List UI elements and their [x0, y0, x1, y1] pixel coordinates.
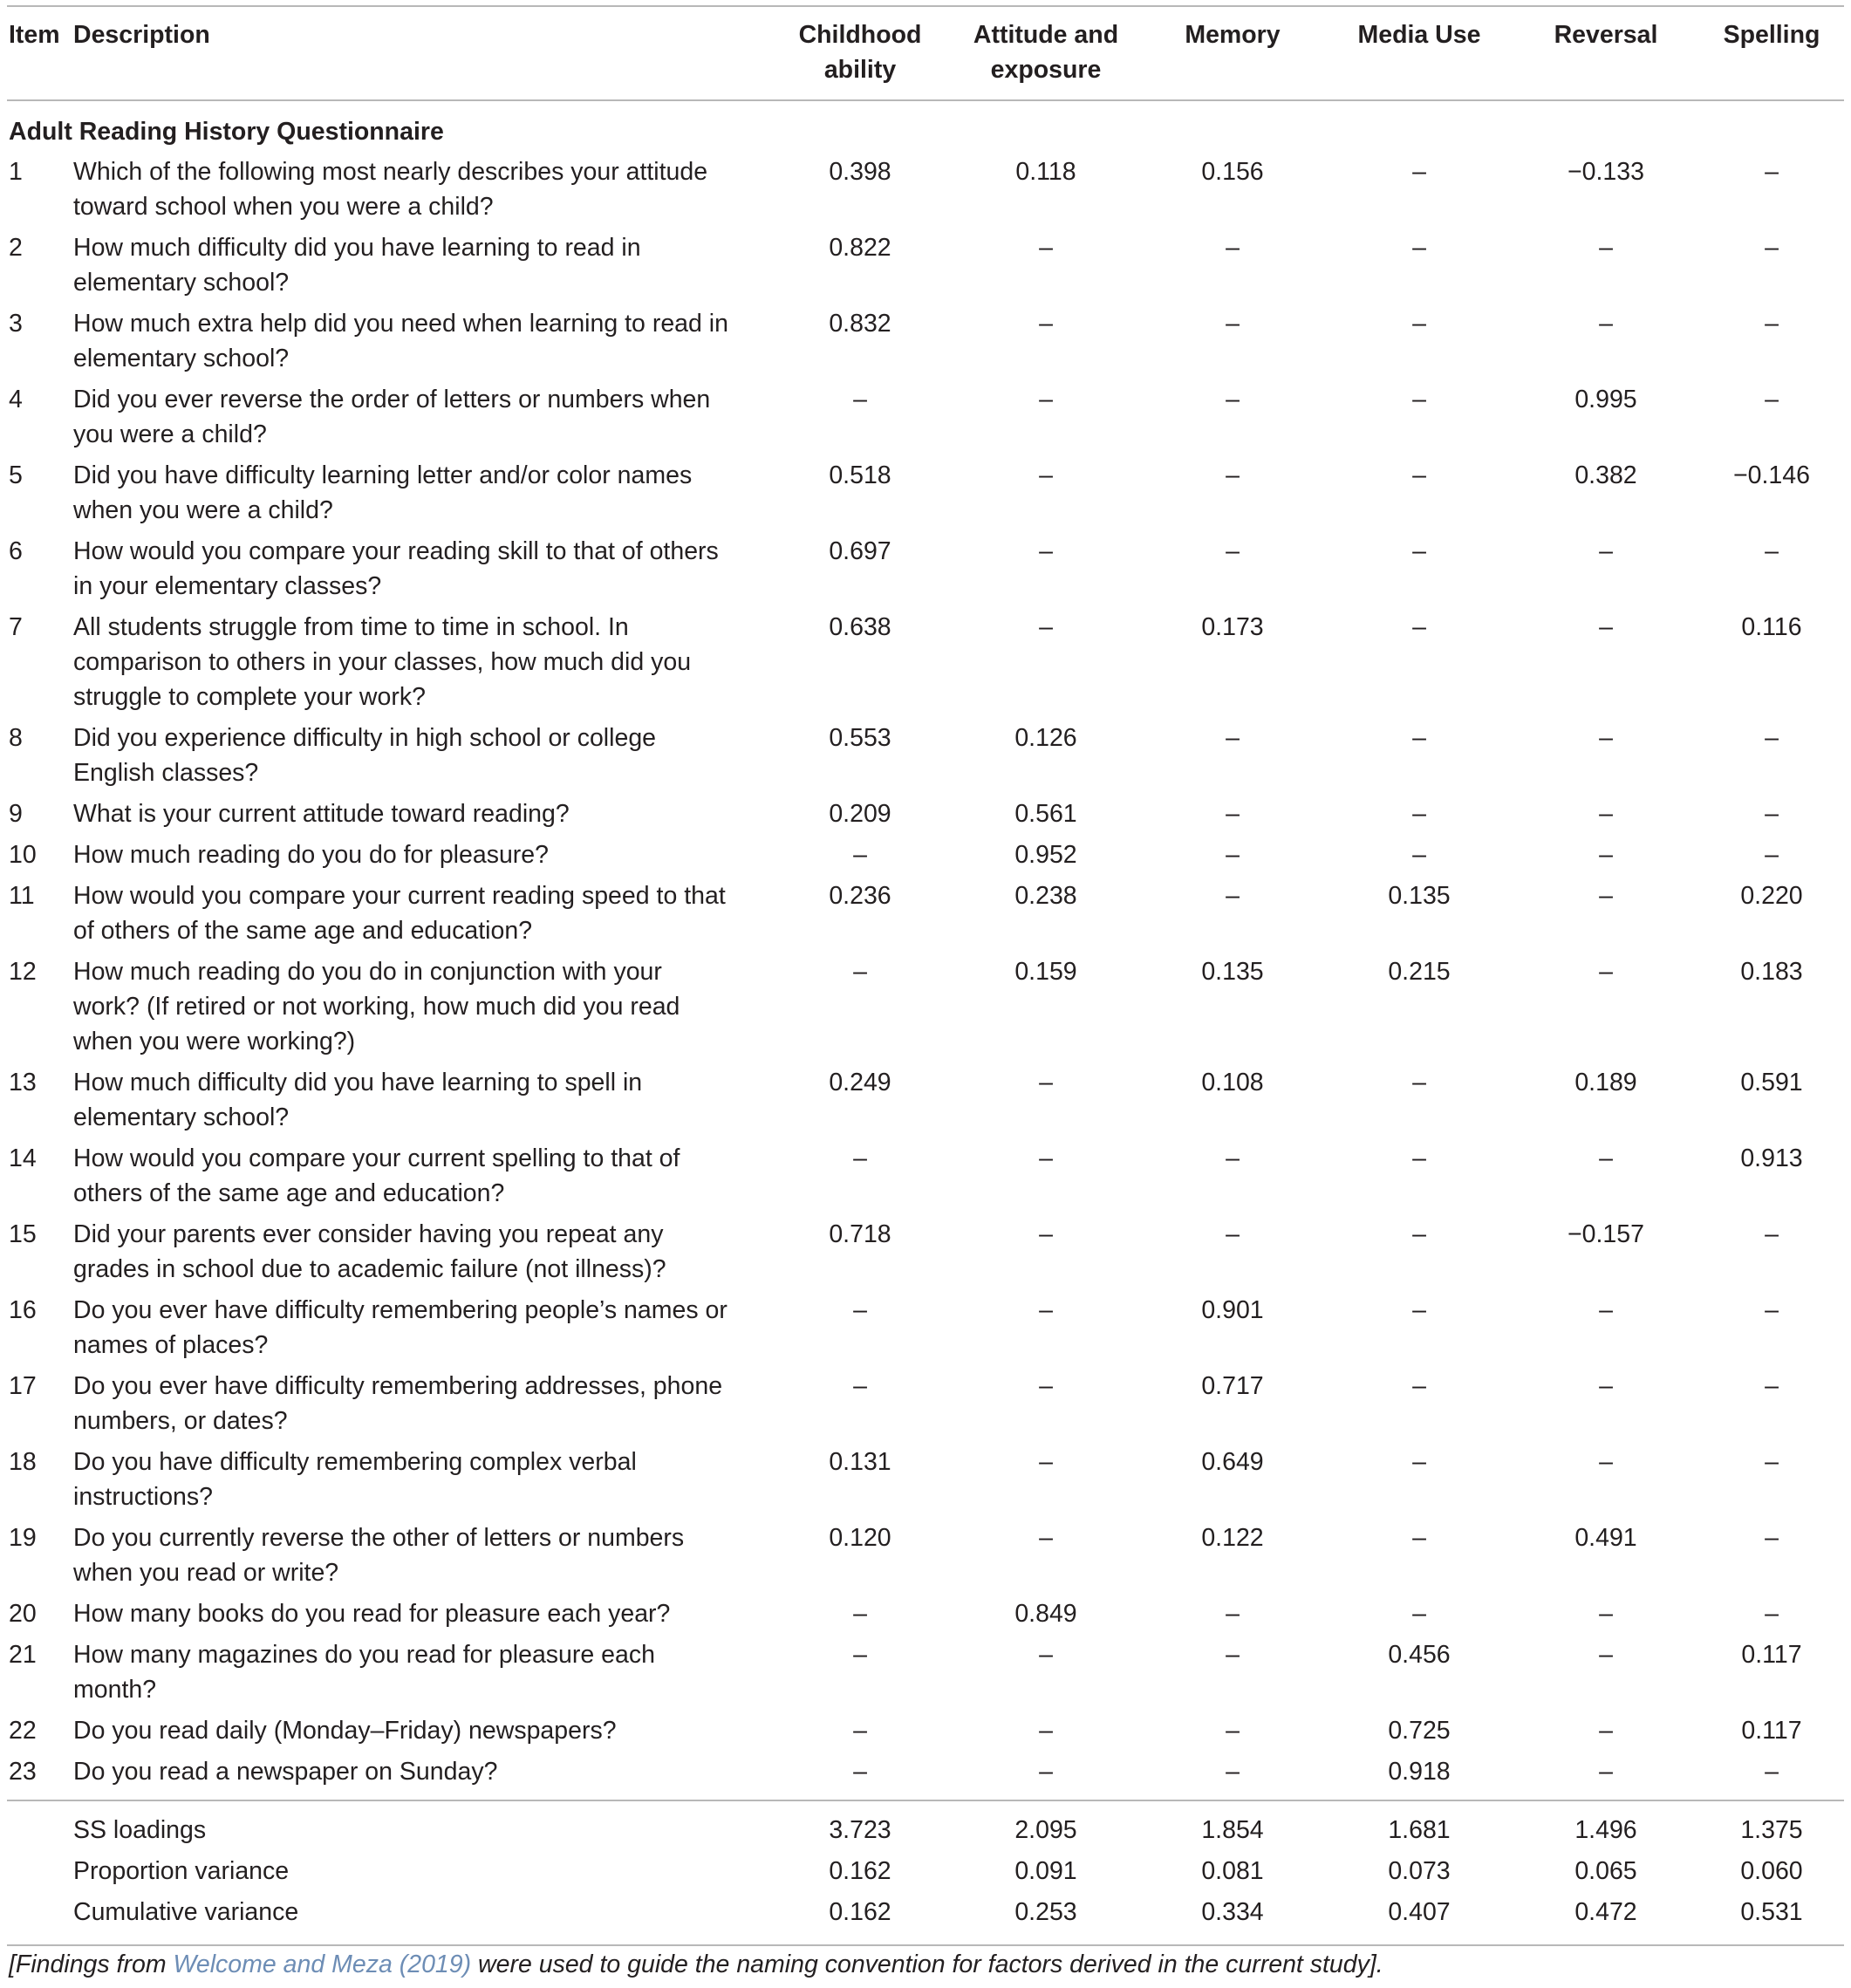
summary-value: 2.095 [1014, 1816, 1077, 1844]
loading-value: – [853, 1641, 867, 1669]
loading-value: – [1226, 1144, 1240, 1172]
item-number: 21 [9, 1641, 37, 1669]
loading-value: −0.146 [1733, 461, 1810, 489]
loading-value: 0.135 [1201, 958, 1264, 986]
table-row [7, 1445, 1844, 1520]
item-number: 1 [9, 158, 23, 186]
summary-row [7, 1795, 1844, 1854]
factor-loadings-table [7, 5, 1844, 1936]
loading-value: – [853, 1296, 867, 1324]
item-number: 20 [9, 1600, 37, 1628]
item-description: Did you ever reverse the order of letters or numbers when you were a child? [73, 386, 711, 448]
item-number: 5 [9, 461, 23, 489]
item-number: 16 [9, 1296, 37, 1324]
header-row [7, 5, 1844, 100]
table-row [7, 1369, 1844, 1445]
item-description: Do you ever have difficulty remembering people’s names or names of places? [73, 1296, 727, 1359]
loading-value: – [1765, 1220, 1779, 1248]
item-number: 14 [9, 1144, 37, 1172]
loading-value: – [1599, 537, 1613, 565]
item-number: 8 [9, 724, 23, 752]
loading-value: – [1226, 1758, 1240, 1786]
summary-value: 0.472 [1574, 1898, 1637, 1926]
loading-value: – [1599, 1641, 1613, 1669]
loading-value: – [1599, 1296, 1613, 1324]
loading-value: – [1226, 882, 1240, 910]
item-number: 15 [9, 1220, 37, 1248]
loading-value: – [1226, 234, 1240, 262]
header-factor: Spelling [1723, 21, 1820, 49]
loading-value: – [1412, 1144, 1426, 1172]
item-description: How many books do you read for pleasure each year? [73, 1600, 671, 1628]
summary-value: 0.065 [1574, 1857, 1637, 1885]
loading-value: 0.638 [829, 613, 891, 641]
loading-value: −0.157 [1568, 1220, 1644, 1248]
item-description: How would you compare your current spelling to that of others of the same age and education? [73, 1144, 680, 1207]
summary-value: 1.854 [1201, 1816, 1264, 1844]
loading-value: – [1765, 234, 1779, 262]
item-number: 9 [9, 800, 23, 828]
table-row [7, 721, 1844, 796]
loading-value: – [1599, 1372, 1613, 1400]
header-item: Item [9, 21, 60, 49]
loading-value: – [1039, 1717, 1053, 1745]
item-number: 17 [9, 1372, 37, 1400]
table-body [7, 100, 1844, 1936]
loading-value: – [1599, 1600, 1613, 1628]
item-number: 2 [9, 234, 23, 262]
loading-value: – [1765, 800, 1779, 828]
loading-value: 0.215 [1388, 958, 1451, 986]
loading-value: 0.118 [1015, 158, 1076, 186]
loading-value: – [1226, 537, 1240, 565]
loading-value: – [1226, 461, 1240, 489]
loading-value: – [1039, 1220, 1053, 1248]
loading-value: – [1599, 1144, 1613, 1172]
loading-value: – [1599, 1717, 1613, 1745]
summary-label: SS loadings [73, 1816, 207, 1844]
loading-value: 0.591 [1740, 1069, 1803, 1096]
loading-value: 0.159 [1014, 958, 1077, 986]
table-row [7, 458, 1844, 534]
loading-value: – [1412, 800, 1426, 828]
section-row [7, 100, 1844, 154]
table-row [7, 1754, 1844, 1795]
summary-row [7, 1854, 1844, 1895]
item-number: 3 [9, 310, 23, 338]
loading-value: – [1039, 310, 1053, 338]
item-number: 11 [9, 882, 35, 910]
summary-value: 0.162 [829, 1857, 891, 1885]
loading-value: – [1599, 1448, 1613, 1476]
loading-value: – [1412, 1296, 1426, 1324]
loading-value: – [1039, 461, 1053, 489]
loading-value: 0.122 [1201, 1524, 1264, 1552]
loading-value: – [853, 1600, 867, 1628]
loading-value: 0.120 [829, 1524, 891, 1552]
item-description: What is your current attitude toward reading? [73, 800, 570, 828]
item-number: 10 [9, 841, 37, 869]
loading-value: – [1765, 1758, 1779, 1786]
summary-label: Cumulative variance [73, 1898, 299, 1926]
table-row [7, 382, 1844, 458]
summary-value: 1.375 [1740, 1816, 1803, 1844]
loading-value: 0.382 [1574, 461, 1637, 489]
table-row [7, 154, 1844, 230]
loading-value: – [1039, 537, 1053, 565]
loading-value: – [1765, 537, 1779, 565]
summary-value: 1.681 [1388, 1816, 1451, 1844]
summary-value: 0.407 [1388, 1898, 1451, 1926]
loading-value: 0.725 [1388, 1717, 1451, 1745]
loading-value: 0.913 [1740, 1144, 1803, 1172]
header-factor: Reversal [1554, 21, 1658, 49]
loading-value: 0.209 [829, 800, 891, 828]
loading-value: – [1599, 882, 1613, 910]
loading-value: 0.236 [829, 882, 891, 910]
loading-value: 0.518 [829, 461, 891, 489]
loading-value: 0.398 [829, 158, 891, 186]
loading-value: 0.238 [1014, 882, 1077, 910]
loading-value: 0.952 [1014, 841, 1077, 869]
loading-value: – [1765, 1296, 1779, 1324]
summary-value: 1.496 [1574, 1816, 1637, 1844]
section-title: Adult Reading History Questionnaire [9, 118, 444, 146]
loading-value: 0.849 [1014, 1600, 1077, 1628]
table-row [7, 1141, 1844, 1217]
item-description: How much reading do you do in conjunction with your work? (If retired or not working, how much did you read when you were working?) [73, 958, 680, 1055]
footnote-prefix: [Findings from [9, 1950, 174, 1978]
header-factor: Memory [1185, 21, 1281, 49]
loading-value: – [853, 841, 867, 869]
loading-value: – [1412, 1524, 1426, 1552]
item-number: 23 [9, 1758, 37, 1786]
loading-value: – [1599, 234, 1613, 262]
summary-label: Proportion variance [73, 1857, 290, 1885]
item-description: Did you experience difficulty in high school or college English classes? [73, 724, 657, 787]
summary-spacer [7, 1854, 73, 1895]
table-row [7, 230, 1844, 306]
loading-value: 0.491 [1574, 1524, 1637, 1552]
loading-value: – [1039, 1296, 1053, 1324]
loading-value: – [1039, 1524, 1053, 1552]
loading-value: – [1599, 724, 1613, 752]
table-row [7, 1637, 1844, 1713]
summary-spacer [7, 1795, 73, 1854]
loading-value: 0.108 [1201, 1069, 1264, 1096]
item-description: How much extra help did you need when learning to read in elementary school? [73, 310, 728, 372]
loading-value: – [1226, 1220, 1240, 1248]
loading-value: – [1412, 841, 1426, 869]
item-number: 4 [9, 386, 23, 413]
loading-value: 0.456 [1388, 1641, 1451, 1669]
header-factor: Attitude and exposure [973, 21, 1119, 84]
footnote-citation-link[interactable]: Welcome and Meza (2019) [173, 1950, 472, 1978]
item-description: Did you have difficulty learning letter and/or color names when you were a child? [73, 461, 693, 524]
loading-value: 0.832 [829, 310, 891, 338]
loading-value: – [1599, 310, 1613, 338]
bottom-rule [7, 1944, 1844, 1946]
header-factor: Childhood ability [798, 21, 922, 84]
loading-value: – [1039, 1069, 1053, 1096]
table-row [7, 306, 1844, 382]
loading-value: 0.918 [1388, 1758, 1451, 1786]
loading-value: 0.553 [829, 724, 891, 752]
loading-value: – [1765, 386, 1779, 413]
table-row [7, 1520, 1844, 1596]
loading-value: – [1412, 310, 1426, 338]
summary-row [7, 1895, 1844, 1936]
item-number: 18 [9, 1448, 37, 1476]
loading-value: – [1412, 386, 1426, 413]
table-row [7, 837, 1844, 878]
item-description: How much difficulty did you have learning to read in elementary school? [73, 234, 641, 297]
item-description: Which of the following most nearly describes your attitude toward school when you were a child? [73, 158, 708, 221]
loading-value: – [853, 1372, 867, 1400]
loading-value: – [1412, 613, 1426, 641]
summary-value: 0.081 [1201, 1857, 1264, 1885]
loading-value: – [1039, 1372, 1053, 1400]
loading-value: – [1039, 1448, 1053, 1476]
loading-value: – [1412, 1372, 1426, 1400]
loading-value: 0.131 [829, 1448, 891, 1476]
loading-value: 0.718 [829, 1220, 891, 1248]
item-description: All students struggle from time to time in school. In comparison to others in your classes, how much did you struggle to complete your work? [73, 613, 692, 711]
summary-value: 0.253 [1014, 1898, 1077, 1926]
item-description: How much difficulty did you have learning to spell in elementary school? [73, 1069, 643, 1131]
item-description: How many magazines do you read for pleasure each month? [73, 1641, 655, 1704]
loading-value: – [1412, 1448, 1426, 1476]
table-row [7, 1293, 1844, 1369]
loading-value: 0.156 [1201, 158, 1264, 186]
table-row [7, 1596, 1844, 1637]
summary-value: 0.162 [829, 1898, 891, 1926]
loading-value: – [1039, 1641, 1053, 1669]
loading-value: – [1412, 234, 1426, 262]
loading-value: – [1765, 841, 1779, 869]
footnote-suffix: were used to guide the naming convention for factors derived in the current study]. [471, 1950, 1383, 1978]
loading-value: – [1599, 841, 1613, 869]
loading-value: 0.183 [1740, 958, 1803, 986]
summary-value: 0.091 [1014, 1857, 1077, 1885]
loading-value: 0.173 [1201, 613, 1264, 641]
loading-value: 0.822 [829, 234, 891, 262]
loading-value: – [1226, 386, 1240, 413]
table-row [7, 954, 1844, 1065]
loading-value: 0.117 [1741, 1717, 1802, 1745]
loading-value: – [1226, 800, 1240, 828]
loading-value: – [1412, 1600, 1426, 1628]
loading-value: 0.901 [1201, 1296, 1264, 1324]
table-row [7, 1217, 1844, 1293]
header-factor: Media Use [1357, 21, 1481, 49]
loading-value: 0.717 [1201, 1372, 1264, 1400]
loading-value: – [1765, 1600, 1779, 1628]
table-row [7, 1713, 1844, 1754]
loading-value: – [1599, 1758, 1613, 1786]
loading-value: – [1765, 724, 1779, 752]
item-description: How would you compare your current reading speed to that of others of the same age and education? [73, 882, 726, 945]
loading-value: – [1765, 158, 1779, 186]
loading-value: 0.116 [1741, 613, 1802, 641]
item-description: How would you compare your reading skill to that of others in your elementary classes? [73, 537, 719, 600]
item-number: 6 [9, 537, 23, 565]
loading-value: 0.135 [1388, 882, 1451, 910]
loading-value: 0.249 [829, 1069, 891, 1096]
loading-value: 0.561 [1014, 800, 1077, 828]
loading-value: – [853, 386, 867, 413]
item-number: 7 [9, 613, 23, 641]
loading-value: 0.995 [1574, 386, 1637, 413]
loading-value: – [1226, 1600, 1240, 1628]
loading-value: – [1412, 1069, 1426, 1096]
loading-value: – [853, 1144, 867, 1172]
loading-value: – [1226, 724, 1240, 752]
item-description: Do you read a newspaper on Sunday? [73, 1758, 498, 1786]
header-description: Description [73, 21, 210, 49]
item-description: Do you read daily (Monday–Friday) newspapers? [73, 1717, 617, 1745]
loading-value: 0.697 [829, 537, 891, 565]
item-number: 22 [9, 1717, 37, 1745]
loading-value: – [853, 1758, 867, 1786]
loading-value: – [1226, 1641, 1240, 1669]
loading-value: – [1226, 1717, 1240, 1745]
loading-value: – [1412, 724, 1426, 752]
loading-value: 0.189 [1574, 1069, 1637, 1096]
item-description: How much reading do you do for pleasure? [73, 841, 549, 869]
item-number: 12 [9, 958, 37, 986]
loading-value: – [1765, 310, 1779, 338]
loading-value: – [1412, 461, 1426, 489]
summary-value: 0.060 [1740, 1857, 1803, 1885]
item-description: Do you currently reverse the other of letters or numbers when you read or write? [73, 1524, 685, 1587]
loading-value: 0.117 [1741, 1641, 1802, 1669]
loading-value: – [1226, 841, 1240, 869]
loading-value: – [1039, 1758, 1053, 1786]
loading-value: – [1765, 1372, 1779, 1400]
loading-value: −0.133 [1568, 158, 1644, 186]
item-description: Do you ever have difficulty remembering addresses, phone numbers, or dates? [73, 1372, 723, 1435]
loading-value: 0.220 [1740, 882, 1803, 910]
table-row [7, 534, 1844, 610]
summary-value: 0.531 [1740, 1898, 1803, 1926]
table-row [7, 878, 1844, 954]
item-description: Did your parents ever consider having you repeat any grades in school due to academic failure (not illness)? [73, 1220, 666, 1283]
summary-spacer [7, 1895, 73, 1936]
loading-value: – [1226, 310, 1240, 338]
summary-value: 0.073 [1388, 1857, 1451, 1885]
table-row [7, 1065, 1844, 1141]
loading-value: – [1039, 1144, 1053, 1172]
loading-value: – [1599, 958, 1613, 986]
loading-value: 0.126 [1014, 724, 1077, 752]
loading-value: – [1412, 1220, 1426, 1248]
loading-value: – [1412, 537, 1426, 565]
loading-value: – [1039, 234, 1053, 262]
summary-value: 0.334 [1201, 1898, 1264, 1926]
table-footnote [9, 1950, 1383, 1979]
loading-value: – [1412, 158, 1426, 186]
loading-value: – [1765, 1448, 1779, 1476]
item-number: 19 [9, 1524, 37, 1552]
loading-value: – [1039, 386, 1053, 413]
loading-value: – [1599, 613, 1613, 641]
loading-value: – [1765, 1524, 1779, 1552]
loading-value: 0.649 [1201, 1448, 1264, 1476]
item-number: 13 [9, 1069, 37, 1096]
item-description: Do you have difficulty remembering complex verbal instructions? [73, 1448, 637, 1511]
loading-value: – [1599, 800, 1613, 828]
loading-value: – [853, 1717, 867, 1745]
table-row [7, 796, 1844, 837]
summary-value: 3.723 [829, 1816, 891, 1844]
loading-value: – [853, 958, 867, 986]
table-row [7, 610, 1844, 721]
loading-value: – [1039, 613, 1053, 641]
